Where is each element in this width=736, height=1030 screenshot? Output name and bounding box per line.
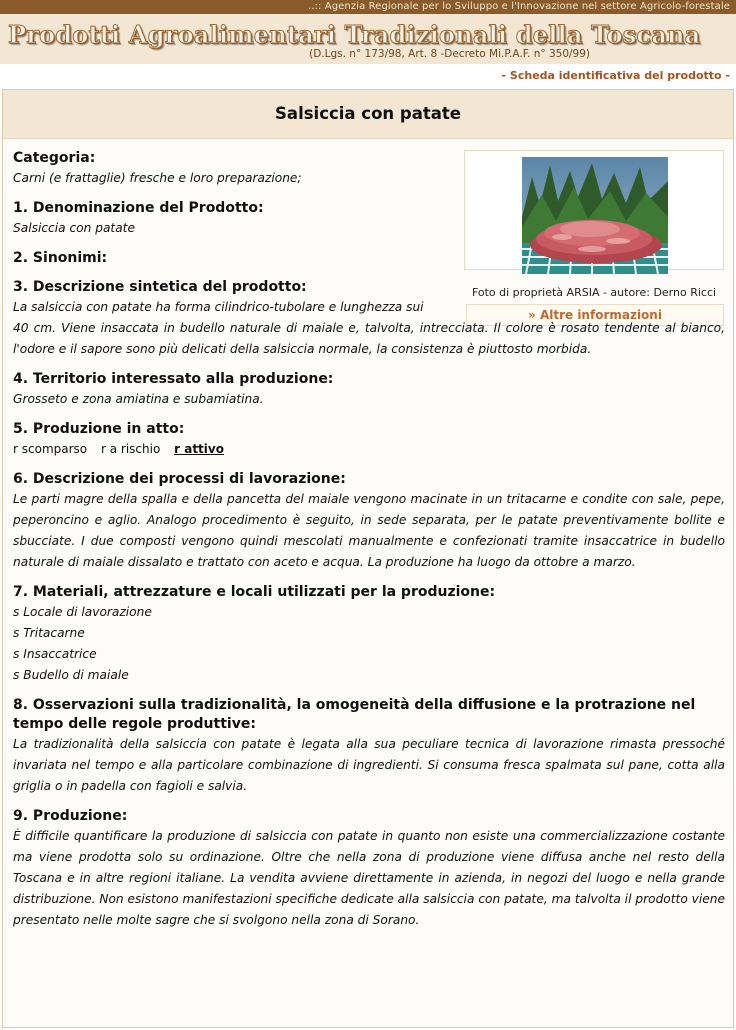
list-item: s Tritacarne <box>13 626 85 640</box>
site-title: Prodotti Agroalimentari Tradizionali della Toscana <box>8 20 701 49</box>
list-item: s Locale di lavorazione <box>13 605 152 619</box>
section-categoria <box>13 149 725 189</box>
osservazioni-text: La tradizionalità della salsiccia con patate è legata alla sua peculiare tecnica di lavorazione rimasta pressoché invariata nel tempo e alla particolare combinazione di ingredienti. Si consuma fresca spalmata sul pane, cotta alla griglia o in padella con fagioli e salvia. <box>13 737 725 793</box>
section-denominazione <box>13 199 725 239</box>
osservazioni-heading: 8. Osservazioni sulla tradizionalità, la omogeneità della diffusione e la protrazione nel tempo delle regole produttive: <box>13 697 696 732</box>
status-option-attivo: r attivo <box>174 442 224 456</box>
descrizione-text: 40 cm. Viene insaccata in budello naturale di maiale e, talvolta, intrecciata. Il colore è rosato tendente al bianco, l'odore e il sapore sono più delicati della salsiccia normale, la consistenza è piuttosto morbida. <box>13 321 725 356</box>
photo-caption: Foto di proprietà ARSIA - autore: Derno Ricci <box>471 286 717 299</box>
more-info-link[interactable]: » Altre informazioni <box>466 304 724 326</box>
materiali-heading: 7. Materiali, attrezzature e locali utilizzati per la produzione: <box>13 584 496 600</box>
list-item: s Budello di maiale <box>13 668 129 682</box>
section-descrizione <box>13 278 725 360</box>
decree-reference: (D.Lgs. n° 173/98, Art. 8 -Decreto Mi.P.A.F. n° 350/99) <box>309 48 590 60</box>
territorio-text: Grosseto e zona amiatina e subamiatina. <box>13 392 264 406</box>
categoria-heading: Categoria: <box>13 150 96 166</box>
produzione-in-atto-heading: 5. Produzione in atto: <box>13 421 185 437</box>
section-territorio <box>13 370 725 410</box>
processi-text: Le parti magre della spalla e della pancetta del maiale vengono macinate in un tritacarne e condite con sale, pepe, peperoncino e aglio. Analogo procedimento è seguito, in sede separata, per le patate preventivamente bollite e sbucciate. I due composti vengono quindi mescolati manualmente e confezionati tramite insaccatrice in budello naturale di maiale dissalato e trattato con aceto e acqua. La produzione ha luogo da ottobre a marzo. <box>13 492 725 569</box>
denominazione-heading: 1. Denominazione del Prodotto: <box>13 200 264 216</box>
section-produzione-in-atto <box>13 420 725 460</box>
processi-heading: 6. Descrizione dei processi di lavorazione: <box>13 471 346 487</box>
section-sinonimi <box>13 249 725 268</box>
product-content <box>13 149 725 941</box>
sinonimi-heading: 2. Sinonimi: <box>13 250 108 266</box>
section-produzione <box>13 807 725 931</box>
status-option-a-rischio: r a rischio <box>100 442 161 456</box>
product-title: Salsiccia con patate <box>275 104 461 123</box>
territorio-heading: 4. Territorio interessato alla produzione: <box>13 371 334 387</box>
product-card-header <box>3 90 733 139</box>
list-item: s Insaccatrice <box>13 647 97 661</box>
top-strip <box>0 0 736 14</box>
section-materiali <box>13 583 725 686</box>
denominazione-text: Salsiccia con patate <box>13 221 135 235</box>
section-osservazioni <box>13 696 725 797</box>
section-processi <box>13 470 725 573</box>
production-status-options <box>13 439 725 460</box>
agency-banner: ..:: Agenzia Regionale per lo Sviluppo e l'Innovazione nel settore Agricolo-forestale <box>308 1 730 12</box>
scheda-label: - Scheda identificativa del prodotto - <box>501 69 730 82</box>
product-card <box>2 89 734 1028</box>
descrizione-first-line: La salsiccia con patate ha forma cilindrico-tubolare e lunghezza sui <box>13 300 424 314</box>
site-header <box>0 14 736 64</box>
produzione-heading: 9. Produzione: <box>13 808 128 824</box>
categoria-text: Carni (e frattaglie) fresche e loro preparazione; <box>13 171 302 185</box>
descrizione-heading: 3. Descrizione sintetica del prodotto: <box>13 279 307 295</box>
status-option-scomparso: r scomparso <box>13 442 88 456</box>
produzione-text: È difficile quantificare la produzione di salsiccia con patate in quanto non esiste una commercializzazione costante ma viene prodotta solo su ordinazione. Oltre che nella zona di produzione viene diffusa anche nel resto della Toscana e in altre regioni italiane. La vendita avviene direttamente in azienda, in negozi del luogo e nella grande distribuzione. Non esistono manifestazioni specifiche dedicate alla salsiccia con patate, ma talvolta il prodotto viene presentato nelle molte sagre che si svolgono nella zona di Sorano. <box>13 829 725 927</box>
